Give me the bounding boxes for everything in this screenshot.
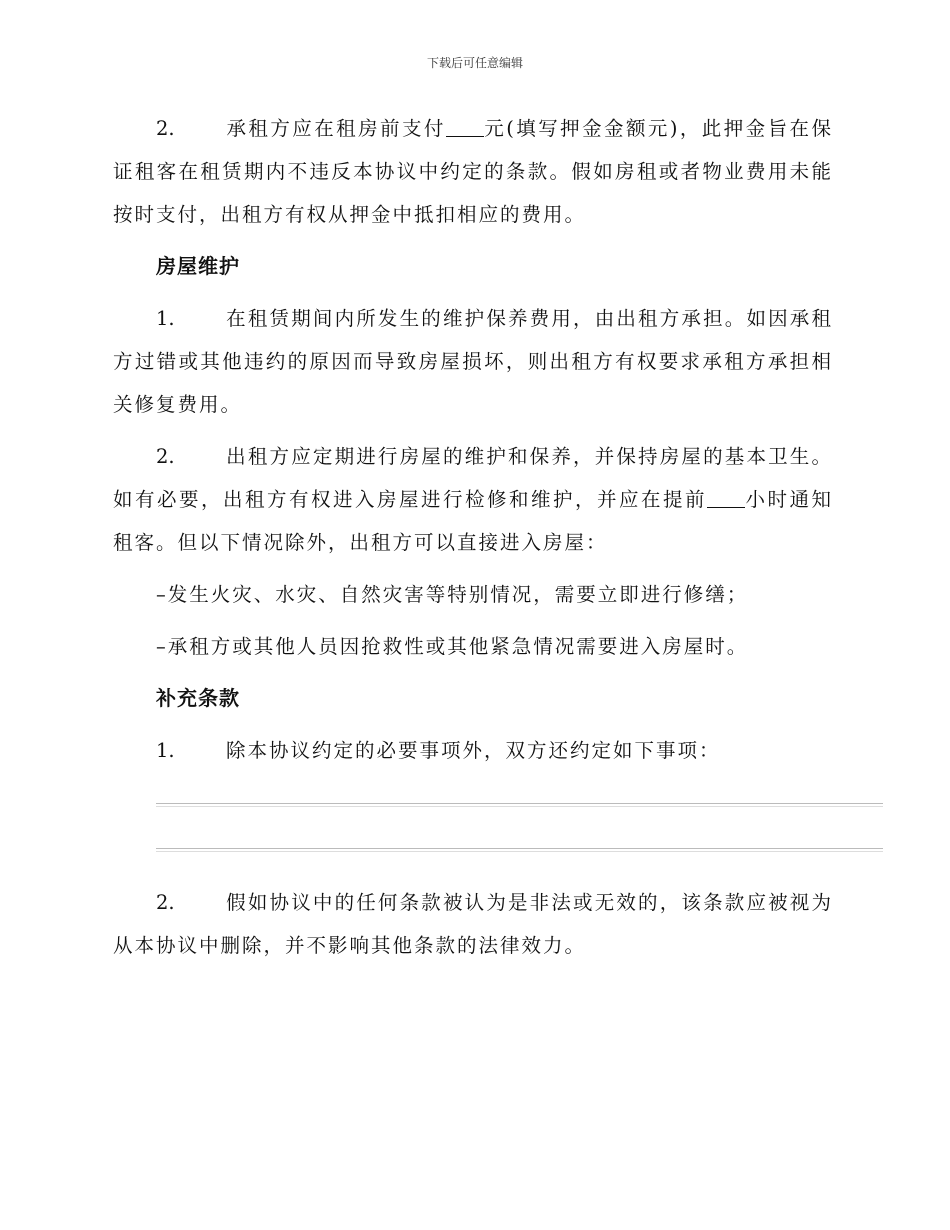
deposit-text-part1: 承租方应在租房前支付 [226,117,446,140]
deposit-paragraph [113,107,833,236]
page-header: 下载后可任意编辑 [426,56,523,70]
document-body [113,107,833,976]
supplement-paragraph-2 [113,881,833,967]
maintenance-paragraph-2 [113,435,833,564]
supplement-text-2: 假如协议中的任何条款被认为是非法或无效的，该条款应被视为从本协议中删除，并不影响其他条款的法律效力。 [113,891,833,957]
fill-in-line [156,848,883,852]
exception-item-2: –承租方或其他人员因抢救性或其他紧急情况需要进入房屋时。 [156,635,749,658]
fill-in-lines [113,781,833,877]
item-number: 1. [156,739,175,762]
fill-in-line [156,803,883,807]
maintenance-text-2-part1: 出租方应定期进行房屋的维护和保养，并保持房屋的基本卫生。如有必要，出租方有权进入房屋进行检修和维护，并应在提前 [113,445,833,511]
section-heading-supplement: 补充条款 [156,686,240,710]
notice-hours-blank [707,488,745,509]
item-number: 2. [156,891,175,914]
deposit-text-part2: 元(填写押金金额元)，此押金旨在保证租客在租赁期内不违反本协议中约定的条款。假如房租或者物业费用未能按时支付，出租方有权从押金中抵扣相应的费用。 [113,117,833,226]
maintenance-paragraph-1 [113,297,833,426]
maintenance-text-1: 在租赁期间内所发生的维护保养费用，由出租方承担。如因承租方过错或其他违约的原因而导致房屋损坏，则出租方有权要求承租方承担相关修复费用。 [113,307,833,416]
exception-item-1: –发生火灾、水灾、自然灾害等特别情况，需要立即进行修缮； [156,583,749,606]
supplement-paragraph-1 [113,729,833,772]
deposit-amount-blank [446,117,484,138]
maintenance-text-2-part2: 小时通知租客。但以下情况除外，出租方可以直接进入房屋： [113,488,833,554]
item-number: 2. [156,445,175,468]
section-heading-maintenance: 房屋维护 [156,254,240,278]
item-number: 2. [156,117,175,140]
supplement-text-1: 除本协议约定的必要事项外，双方还约定如下事项： [226,739,721,762]
item-number: 1. [156,307,175,330]
